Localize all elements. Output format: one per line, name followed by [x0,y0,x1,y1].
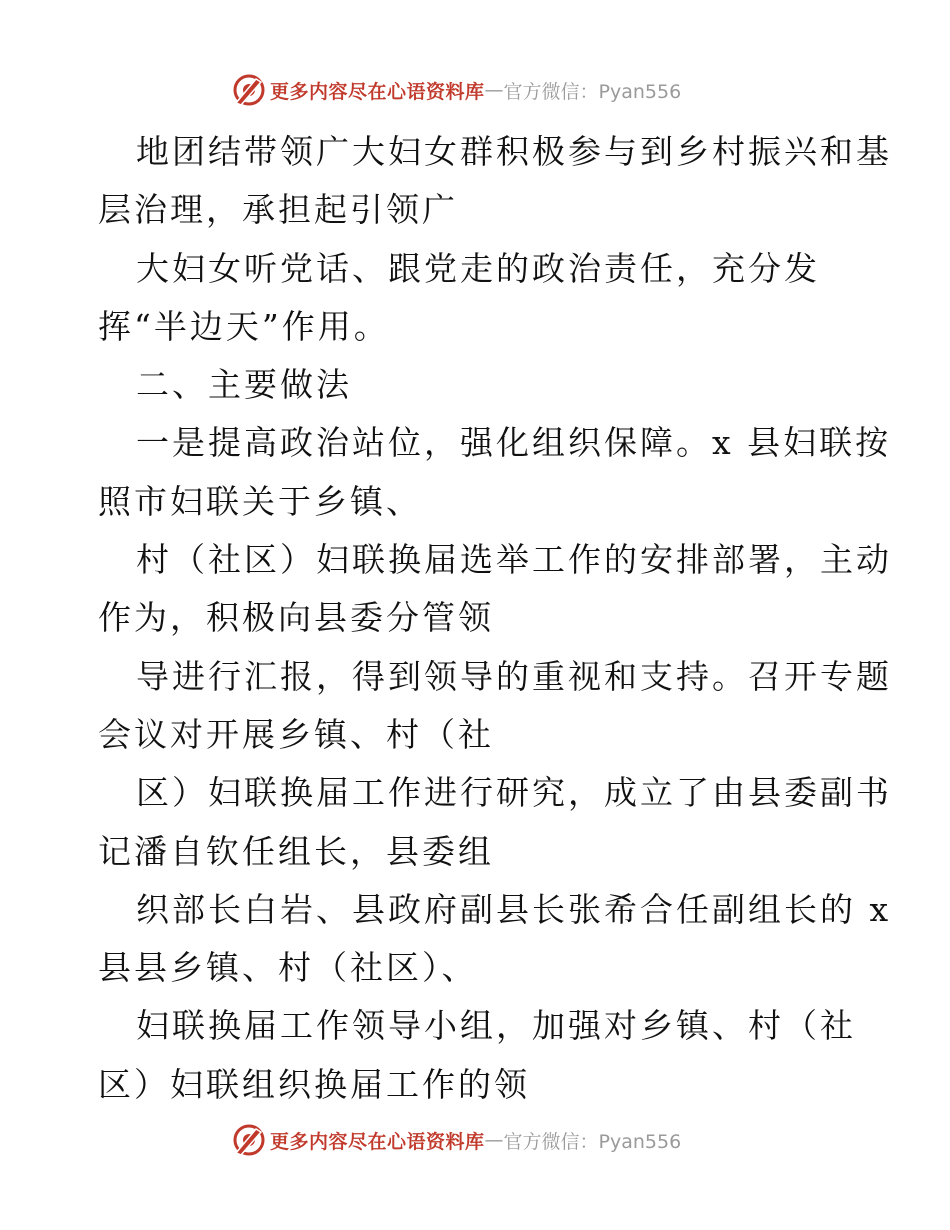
body-line: 会议对开展乡镇、村（社 [98,714,494,754]
pen-circle-logo-icon [232,1123,266,1157]
body-line: 县县乡镇、村（社区）、 [98,948,478,988]
watermark-wechat: 官方微信：Pyan556 [503,1130,682,1153]
body-line: 大妇女听党话、跟党走的政治责任，充分发 [136,248,820,288]
body-line: 作为，积极向县委分管领 [98,598,494,638]
watermark-separator: — [484,1129,504,1151]
body-line: 村（社区）妇联换届选举工作的安排部署，主动 [136,540,892,580]
watermark-wechat: 官方微信：Pyan556 [503,80,682,103]
watermark-separator: — [484,79,504,101]
pen-circle-logo-icon [232,73,266,107]
body-line: 妇联换届工作领导小组，加强对乡镇、村（社 [136,1006,856,1046]
watermark-site-name: 更多内容尽在心语资料库 [270,80,485,103]
body-line: 照市妇联关于乡镇、 [98,481,422,521]
section-heading: 二、主要做法 [136,365,352,405]
footer-watermark [232,1122,732,1158]
header-watermark [232,72,732,108]
body-line: 层治理，承担起引领广 [98,190,458,230]
body-line: 织部长白岩、县政府副县长张希合任副组长的 x [136,889,892,929]
body-line: 区）妇联换届工作进行研究，成立了由县委副书 [136,773,892,813]
document-body [98,123,892,1114]
body-line: 记潘自钦任组长，县委组 [98,831,494,871]
body-line: 区）妇联组织换届工作的领 [98,1064,530,1104]
watermark-site-name: 更多内容尽在心语资料库 [270,1130,485,1153]
body-line: 挥“半边天”作用。 [98,306,390,346]
body-line: 地团结带领广大妇女群积极参与到乡村振兴和基 [136,132,892,171]
body-line: 导进行汇报，得到领导的重视和支持。召开专题 [136,656,892,696]
body-line: 一是提高政治站位，强化组织保障。x 县妇联按 [136,423,892,463]
